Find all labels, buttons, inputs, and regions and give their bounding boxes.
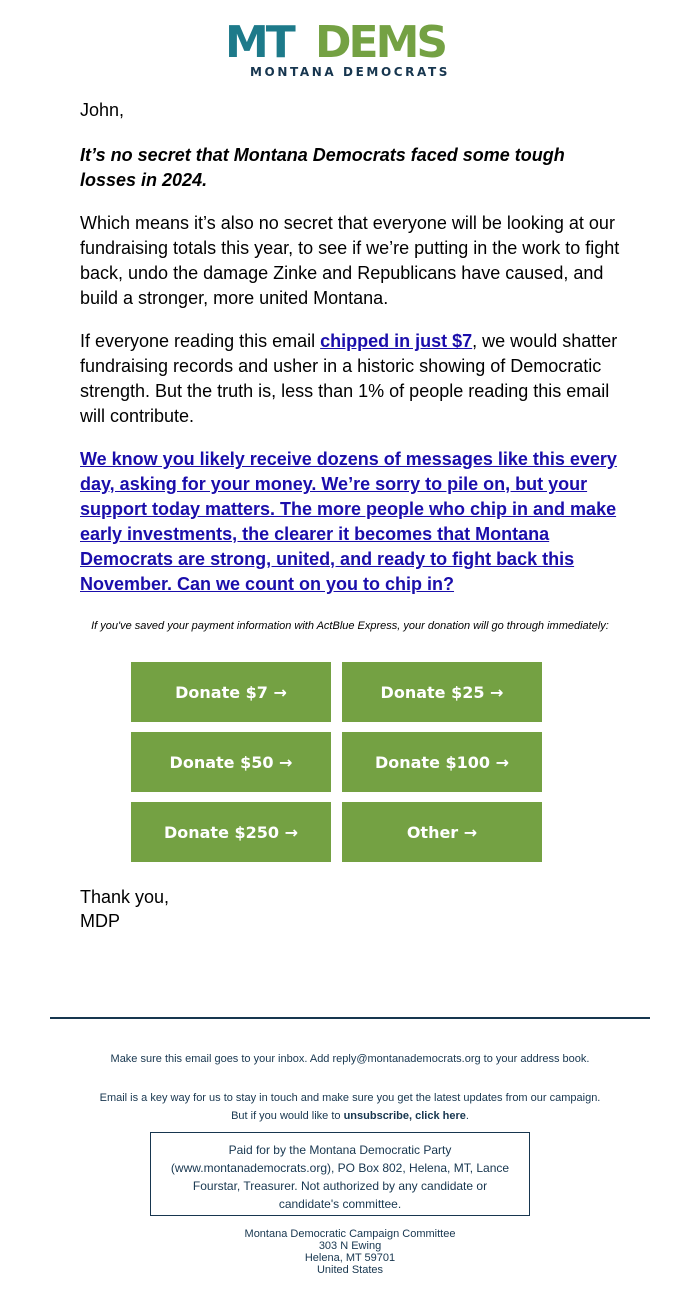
- donate-25-button[interactable]: Donate $25 →: [342, 662, 542, 722]
- signature: MDP: [80, 911, 120, 931]
- address-org: Montana Democratic Campaign Committee: [244, 1228, 456, 1240]
- donate-50-button[interactable]: Donate $50 →: [131, 732, 331, 792]
- logo-subtitle-democrats: DEMOCRATS: [343, 65, 450, 79]
- paid-for-disclaimer: Paid for by the Montana Democratic Party (www.montanademocrats.org), PO Box 802, Helena, MT, Lance Fourstar, Treasurer. Not authorized by any candidate or candidate's committee.: [150, 1132, 530, 1216]
- donate-other-button[interactable]: Other →: [342, 802, 542, 862]
- intro-paragraph: It’s no secret that Montana Democrats faced some tough losses in 2024.: [80, 145, 565, 190]
- greeting: John,: [80, 100, 125, 120]
- donate-250-button[interactable]: Donate $250 →: [131, 802, 331, 862]
- body-paragraph-1: Which means it’s also no secret that everyone will be looking at our fundraising totals this year, to see if we’re putting in the work to fight back, undo the damage Zinke and Republicans have caused, and build a stronger, more united Montana.: [80, 213, 620, 308]
- ask-link[interactable]: We know you likely receive dozens of messages like this every day, asking for your money. We’re sorry to pile on, but your support today matters. The more people who chip in and make early investments, the clearer it becomes that Montana Democrats are strong, united, and ready to fight back this November. Can we count on you to chip in?: [80, 449, 617, 594]
- chip-in-link[interactable]: chipped in just $7: [320, 331, 473, 351]
- donate-button-grid: [131, 662, 542, 862]
- donate-7-button[interactable]: Donate $7 →: [131, 662, 331, 722]
- footer-divider: [50, 1017, 650, 1019]
- logo-mark: [225, 17, 475, 80]
- inbox-note: Make sure this email goes to your inbox. Add reply@montanademocrats.org to your address book.: [110, 1053, 590, 1065]
- logo-subtitle: [225, 65, 475, 79]
- ask-paragraph: [80, 447, 625, 597]
- unsubscribe-link[interactable]: unsubscribe, click here: [343, 1110, 466, 1122]
- address-city: Helena, MT 59701: [304, 1252, 396, 1264]
- unsubscribe-line: [0, 1107, 700, 1125]
- thanks-line: Thank you,: [80, 887, 170, 907]
- unsubscribe-block: [0, 1089, 700, 1125]
- logo-subtitle-montana: MONTANA: [250, 65, 337, 79]
- header-logo: [0, 17, 700, 80]
- mailing-address: [0, 1228, 700, 1276]
- closing: [80, 885, 169, 933]
- logo-dems-text: DEMS: [315, 17, 446, 68]
- email-body: [80, 98, 625, 615]
- logo-mt-text: MT: [225, 17, 293, 68]
- stay-in-touch-note: Email is a key way for us to stay in touch and make sure you get the latest updates from our campaign.: [99, 1092, 601, 1104]
- actblue-express-note: If you've saved your payment information with ActBlue Express, your donation will go through immediately:: [91, 620, 609, 632]
- donate-100-button[interactable]: Donate $100 →: [342, 732, 542, 792]
- body-paragraph-2: [80, 329, 625, 429]
- unsubscribe-suffix: .: [465, 1110, 469, 1122]
- para2-text-before: If everyone reading this email: [80, 331, 321, 351]
- para2-text-after: , we would shatter fundraising records and usher in a historic showing of Democratic strength. But the truth is, less than 1% of people reading this email will contribute.: [80, 331, 618, 426]
- address-country: United States: [316, 1264, 384, 1276]
- unsubscribe-prefix: But if you would like to: [231, 1110, 344, 1122]
- address-street: 303 N Ewing: [318, 1240, 382, 1252]
